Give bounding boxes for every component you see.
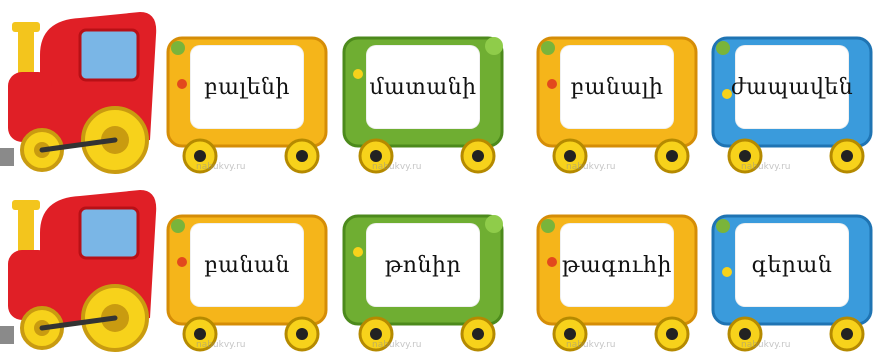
train-row-2 — [0, 178, 875, 356]
watermark: nabukvy.ru — [196, 340, 246, 350]
wagon-yellow — [162, 34, 330, 174]
wagon-green — [338, 34, 506, 174]
word-label: թագուհի — [562, 252, 672, 278]
word-label: բալենի — [204, 74, 290, 100]
wagon-yellow — [532, 212, 700, 352]
watermark: nabukvy.ru — [566, 340, 616, 350]
word-label: ժապավեն — [730, 74, 854, 100]
watermark: nabukvy.ru — [566, 162, 616, 172]
word-card — [366, 45, 480, 129]
word-label: մատանի — [369, 74, 477, 100]
wagon-blue — [707, 34, 875, 174]
word-card — [730, 45, 854, 129]
word-label: գերան — [751, 252, 833, 278]
word-card — [366, 223, 480, 307]
wagon-blue — [707, 212, 875, 352]
word-card — [560, 45, 674, 129]
word-card — [560, 223, 674, 307]
watermark: nabukvy.ru — [196, 162, 246, 172]
word-card — [190, 223, 304, 307]
train-engine-icon — [0, 178, 160, 356]
word-card — [190, 45, 304, 129]
watermark: nabukvy.ru — [741, 162, 791, 172]
wagon-yellow — [532, 34, 700, 174]
word-card — [735, 223, 849, 307]
train-engine-icon — [0, 0, 160, 178]
wagon-yellow — [162, 212, 330, 352]
watermark: nabukvy.ru — [372, 340, 422, 350]
wagon-green — [338, 212, 506, 352]
watermark: nabukvy.ru — [741, 340, 791, 350]
word-label: թոնիր — [384, 252, 462, 278]
watermark: nabukvy.ru — [372, 162, 422, 172]
word-label: բանան — [204, 252, 290, 278]
word-label: բանալի — [570, 74, 664, 100]
